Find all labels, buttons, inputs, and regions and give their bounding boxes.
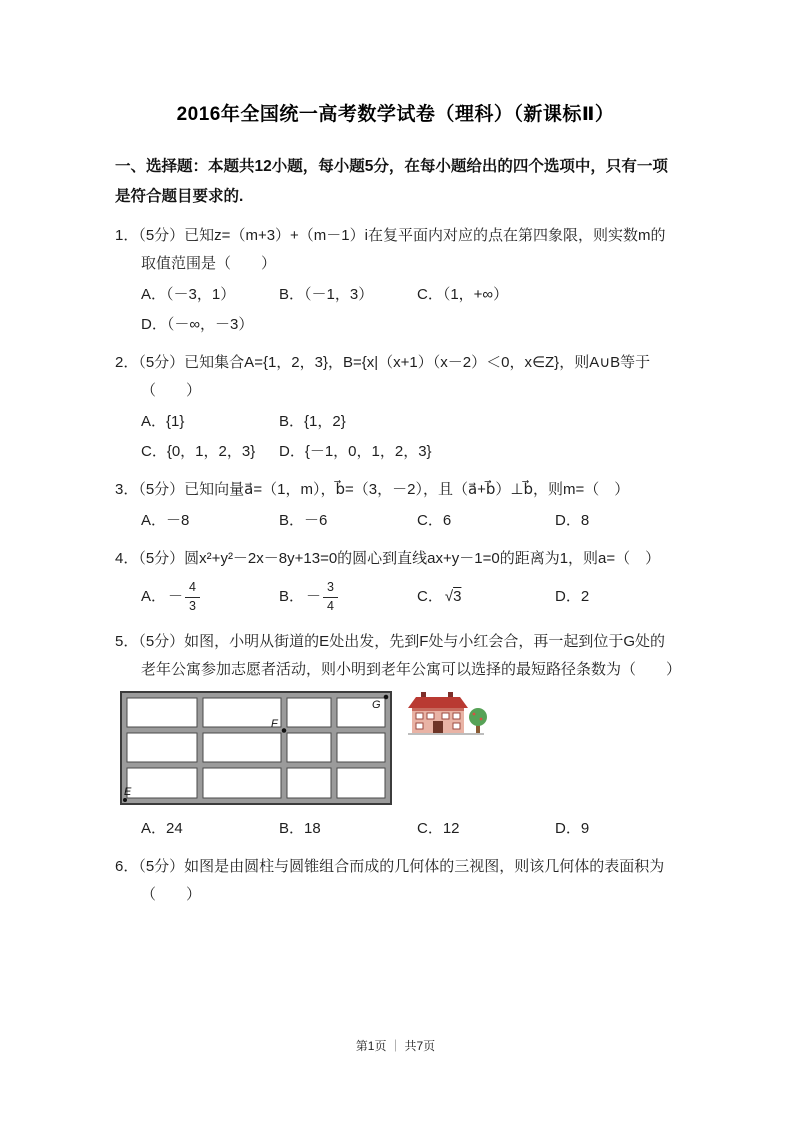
option-3D: D．8 — [555, 512, 590, 529]
city-blocks — [127, 698, 385, 798]
question-1-options-row-2 — [115, 310, 676, 340]
option-1B: B．（－1，3） — [279, 286, 374, 303]
question-4-stem-text: （5分）圆x²+y²－2x－8y+13=0的圆心到直线ax+y－1=0的距离为1，则a=（ ） — [138, 550, 661, 567]
option-4D-value: 2 — [580, 588, 590, 605]
option-4D — [555, 582, 589, 612]
page-footer — [0, 1037, 791, 1054]
question-5-stem-text: （5分）如图，小明从街道的E处出发，先到F处与小红会合，再一起到位于G处的老年公寓参加志愿者活动，则小明到老年公寓可以选择的最短路径条数为（ ） — [138, 633, 682, 678]
question-3 — [115, 476, 676, 536]
question-1-stem — [115, 222, 676, 278]
option-4A-label: A． — [141, 588, 167, 605]
tree-trunk — [476, 725, 480, 734]
option-4B — [279, 580, 417, 614]
question-2 — [115, 349, 676, 467]
option-4D-label: D． — [555, 588, 581, 605]
point-G-dot — [384, 695, 389, 700]
question-1-number: 1． — [115, 227, 139, 244]
option-5D: D．9 — [555, 820, 590, 837]
minus-sign: － — [306, 588, 322, 605]
question-2-stem — [115, 349, 676, 405]
question-3-stem — [115, 476, 676, 504]
point-E-dot — [123, 798, 127, 802]
fraction-denominator: 4 — [327, 598, 334, 613]
fraction-4-3 — [185, 580, 200, 614]
tree-fruit — [480, 718, 483, 721]
question-5-figure — [120, 691, 676, 805]
question-3-number: 3． — [115, 481, 139, 498]
question-5 — [115, 628, 682, 844]
question-3-stem-text: （5分）已知向量a⃗=（1，m），b⃗=（3，－2），且（a⃗+b⃗）⊥b⃗，则m=（ ） — [138, 481, 630, 498]
option-5A: A．24 — [141, 820, 183, 837]
question-3-options-row — [115, 506, 676, 536]
question-5-stem — [115, 628, 682, 684]
ground — [408, 733, 484, 735]
footer-current-page: 第1页 — [355, 1039, 387, 1053]
option-5C: C．12 — [417, 820, 460, 837]
footer-separator: ｜ — [389, 1039, 402, 1053]
option-2B: B．{1，2} — [279, 413, 346, 430]
house-icon — [406, 691, 488, 739]
option-2C: C．{0，1，2，3} — [141, 443, 256, 460]
question-2-options-row-2 — [115, 437, 676, 467]
option-3B: B．－6 — [279, 512, 328, 529]
point-G-label: G — [372, 699, 381, 711]
street-grid-figure — [120, 691, 392, 805]
option-3C: C．6 — [417, 512, 452, 529]
question-6-stem — [115, 853, 676, 909]
question-4-number: 4． — [115, 550, 139, 567]
option-2D: D．{－1，0，1，2，3} — [279, 443, 432, 460]
question-1-stem-text: （5分）已知z=（m+3）+（m－1）i在复平面内对应的点在第四象限，则实数m的取值范围是（ ） — [138, 227, 666, 272]
question-2-options-row-1 — [115, 407, 676, 437]
question-1-options-row-1 — [115, 280, 676, 310]
roof — [408, 697, 468, 708]
point-F-label: F — [271, 718, 278, 730]
question-6 — [115, 853, 676, 909]
question-5-number: 5． — [115, 633, 139, 650]
radical-sign: √ — [444, 588, 454, 605]
question-4-stem — [115, 545, 676, 573]
tree-crown — [469, 708, 487, 726]
question-5-options-row — [115, 814, 676, 844]
question-4 — [115, 545, 676, 619]
page-title: 2016年全国统一高考数学试卷（理科）（新课标Ⅱ） — [176, 104, 615, 125]
point-E-label: E — [124, 786, 132, 798]
eave — [412, 708, 464, 711]
option-3A: A．－8 — [141, 512, 190, 529]
option-4C-label: C． — [417, 588, 443, 605]
option-2A: A．{1} — [141, 413, 185, 430]
radicand: 3 — [453, 588, 462, 605]
fraction-3-4 — [323, 580, 338, 614]
section-header: 一、选择题：本题共12小题，每小题5分，在每小题给出的四个选项中，只有一项是符合题目要求的. — [115, 158, 668, 205]
question-2-stem-text: （5分）已知集合A={1，2，3}，B={x|（x+1）（x－2）＜0，x∈Z}，则A∪B等于（ ） — [138, 354, 651, 399]
question-6-number: 6． — [115, 858, 139, 875]
footer-total-pages: 共7页 — [404, 1039, 436, 1053]
point-F-dot — [282, 728, 287, 733]
door — [433, 721, 443, 733]
option-4A — [141, 580, 279, 614]
tree-fruit — [473, 713, 476, 716]
minus-sign: － — [168, 588, 184, 605]
fraction-numerator: 4 — [185, 580, 200, 598]
question-2-number: 2． — [115, 354, 139, 371]
option-1C: C．（1，+∞） — [417, 286, 509, 303]
option-1D: D．（－∞，－3） — [141, 316, 254, 333]
fraction-numerator: 3 — [323, 580, 338, 598]
option-4B-label: B． — [279, 588, 305, 605]
fraction-denominator: 3 — [189, 598, 196, 613]
question-1 — [115, 222, 676, 340]
option-5B: B．18 — [279, 820, 321, 837]
option-4C — [417, 582, 555, 612]
option-1A: A．（－3，1） — [141, 286, 236, 303]
question-6-stem-text: （5分）如图是由圆柱与圆锥组合而成的几何体的三视图，则该几何体的表面积为（ ） — [138, 858, 665, 903]
question-4-options-row — [115, 575, 676, 619]
